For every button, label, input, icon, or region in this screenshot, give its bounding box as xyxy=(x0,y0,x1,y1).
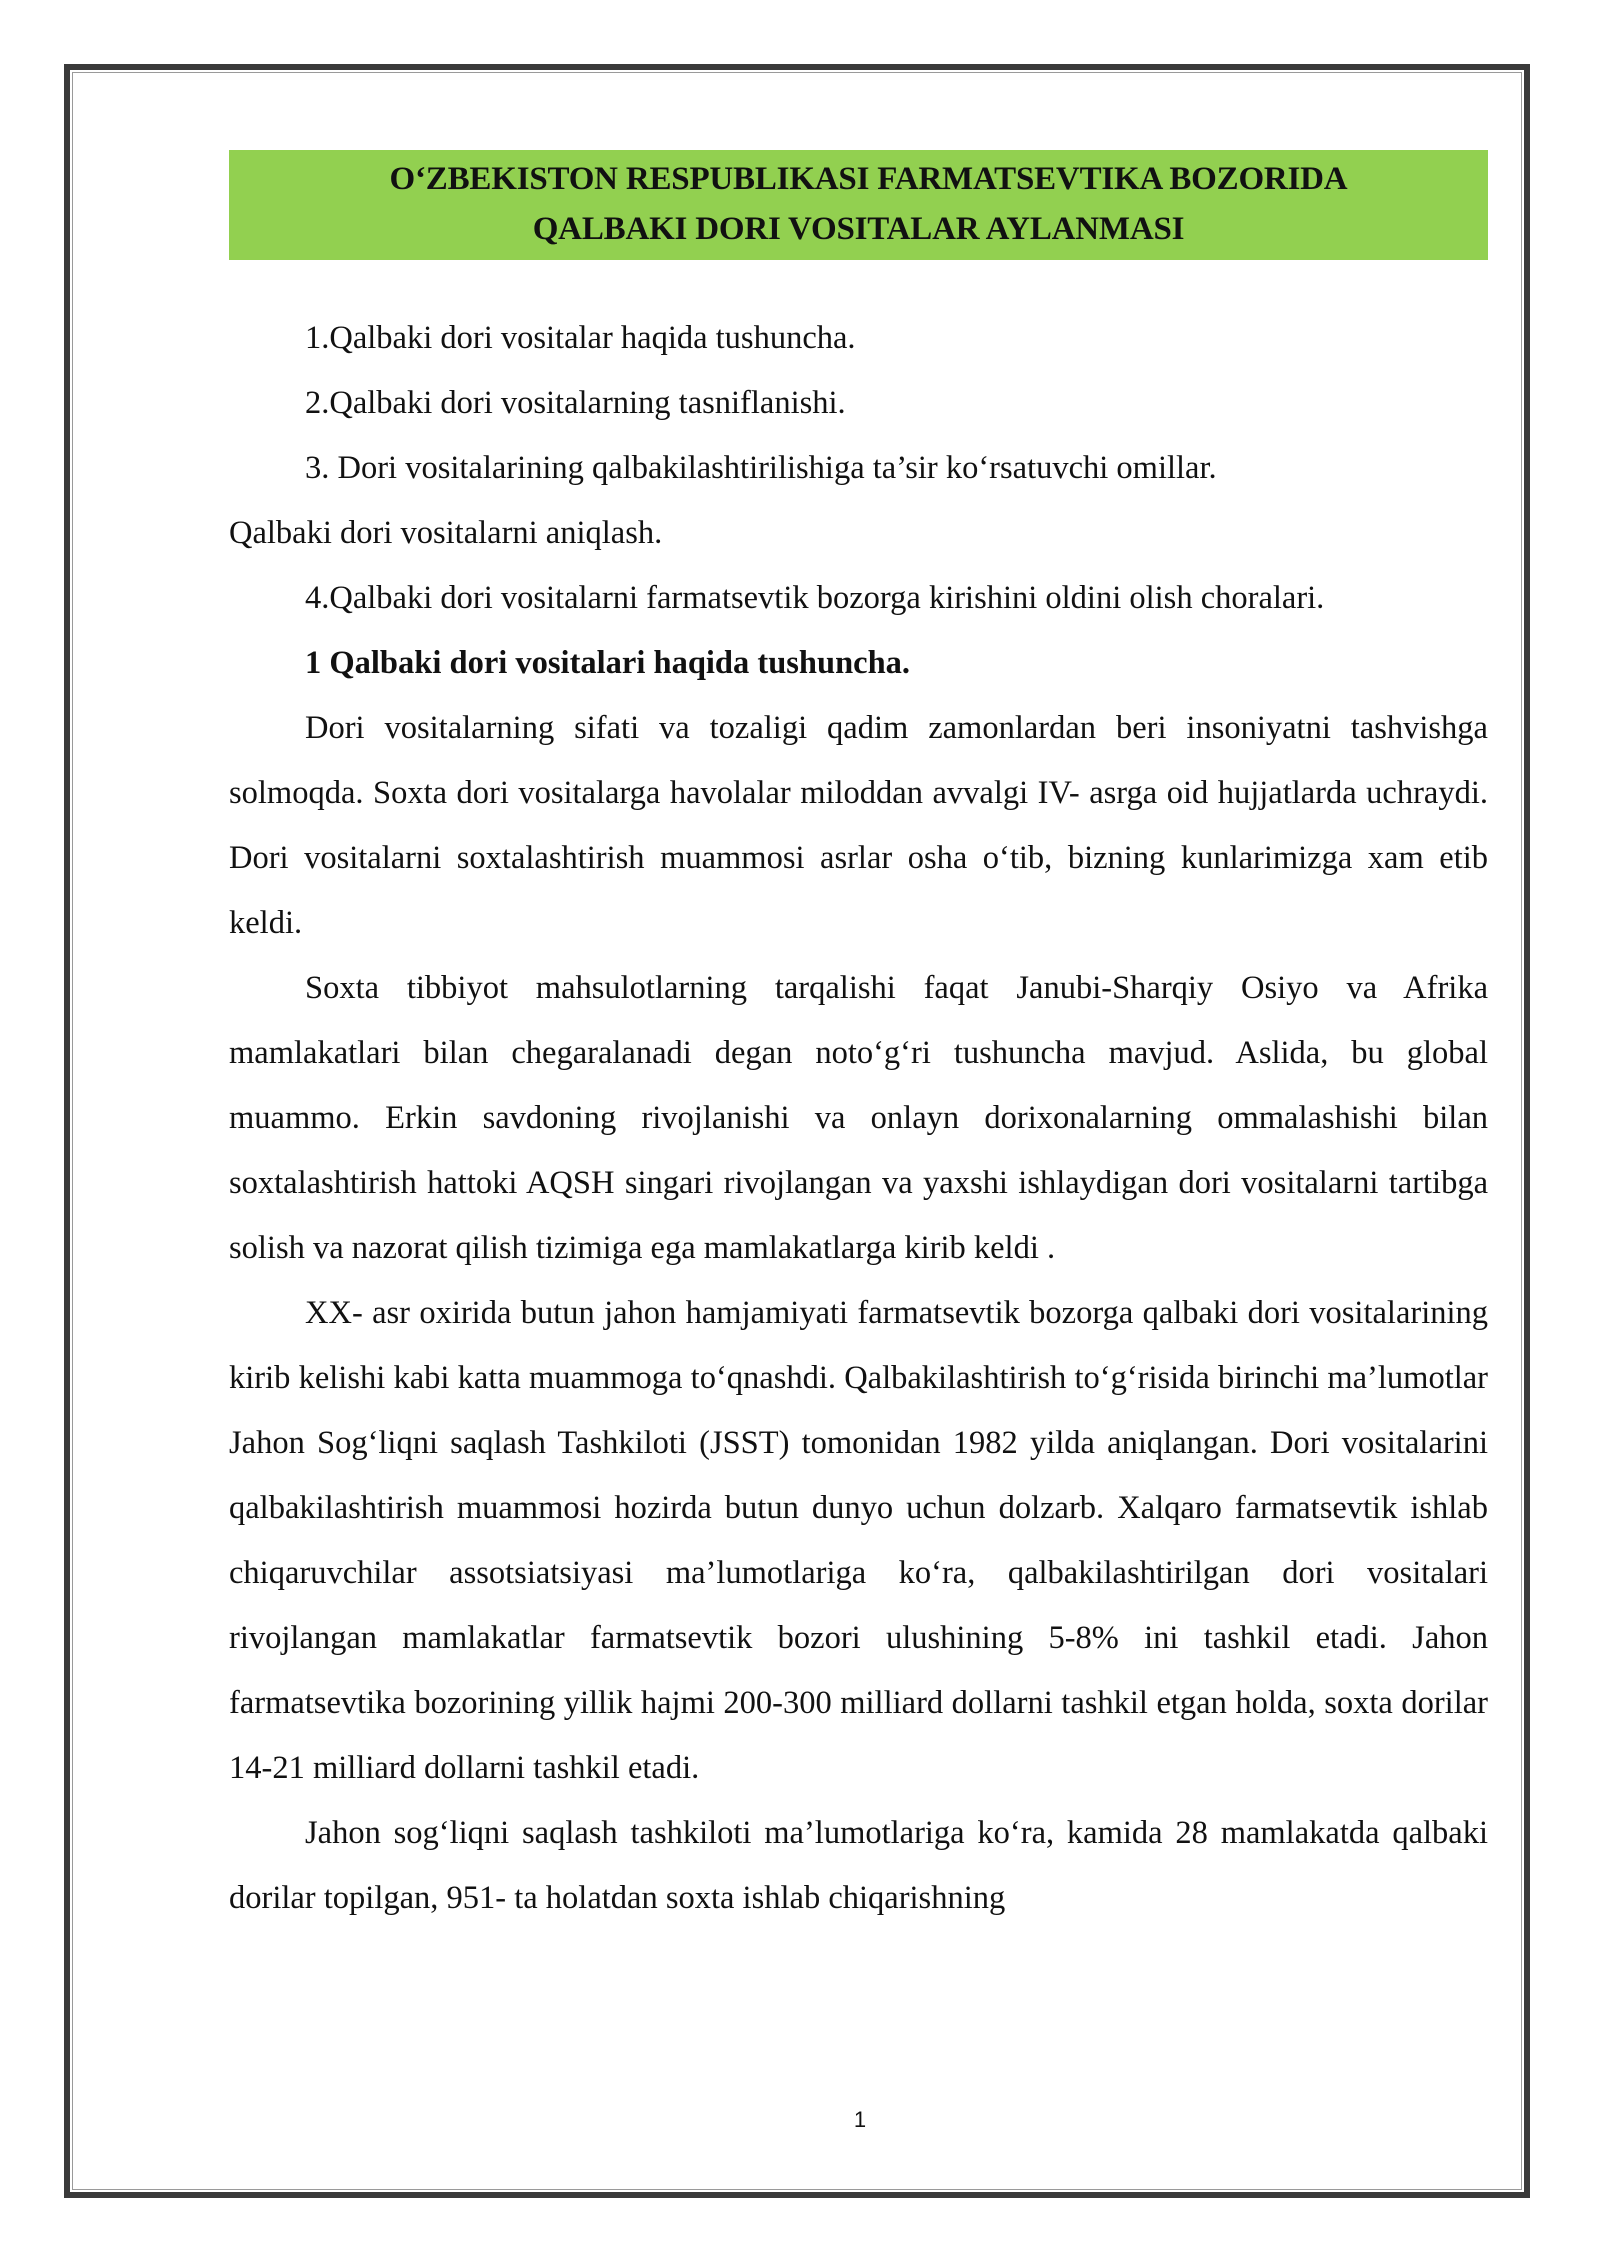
paragraph-2: Soxta tibbiyot mahsulotlarning tarqalishi faqat Janubi-Sharqiy Osiyo va Afrika mamlakatlari bilan chegaralanadi degan noto‘g‘ri tushuncha mavjud. Aslida, bu global muammo. Erkin savdoning rivojlanishi va onlayn dorixonalarning ommalashishi bilan soxtalashtirish hattoki AQSH singari rivojlangan va yaxshi ishlaydigan dori vositalarni tartibga solish va nazorat qilish tizimiga ega mamlakatlarga kirib keldi . xyxy=(229,970,1488,1266)
plan-item-2: 2.Qalbaki dori vositalarning tasniflanishi. xyxy=(305,385,846,421)
document-body xyxy=(229,306,1488,1931)
document-content xyxy=(229,150,1488,1931)
title-banner xyxy=(229,150,1488,260)
paragraph-4: Jahon sog‘liqni saqlash tashkiloti ma’lumotlariga ko‘ra, kamida 28 mamlakatda qalbaki dorilar topilgan, 951- ta holatdan soxta ishlab chiqarishning xyxy=(229,1815,1488,1916)
document-title-line-1: O‘ZBEKISTON RESPUBLIKASI FARMATSEVTIKA BOZORIDA xyxy=(389,161,1348,197)
paragraph-1: Dori vositalarning sifati va tozaligi qadim zamonlardan beri insoniyatni tashvishga solmoqda. Soxta dori vositalarga havolalar miloddan avvalgi IV- asrga oid hujjatlarda uchraydi. Dori vositalarni soxtalashtirish muammosi asrlar osha o‘tib, bizning kunlarimizga xam etib keldi. xyxy=(229,710,1488,941)
page-number: 1 xyxy=(853,2107,867,2132)
document-title-line-2: QALBAKI DORI VOSITALAR AYLANMASI xyxy=(532,211,1185,247)
plan-item-1: 1.Qalbaki dori vositalar haqida tushuncha. xyxy=(305,320,856,356)
section-heading: 1 Qalbaki dori vositalari haqida tushuncha. xyxy=(305,645,911,681)
plan-item-3-continuation: Qalbaki dori vositalarni aniqlash. xyxy=(229,515,663,551)
plan-item-4: 4.Qalbaki dori vositalarni farmatsevtik bozorga kirishini oldini olish choralari. xyxy=(305,580,1325,616)
paragraph-3: XX- asr oxirida butun jahon hamjamiyati farmatsevtik bozorga qalbaki dori vositalarining kirib kelishi kabi katta muammoga to‘qnashdi. Qalbakilashtirish to‘g‘risida birinchi ma’lumotlar Jahon Sog‘liqni saqlash Tashkiloti (JSST) tomonidan 1982 yilda aniqlangan. Dori vositalarini qalbakilashtirish muammosi hozirda butun dunyo uchun dolzarb. Xalqaro farmatsevtik ishlab chiqaruvchilar assotsiatsiyasi ma’lumotlariga ko‘ra, qalbakilashtirilgan dori vositalari rivojlangan mamlakatlar farmatsevtik bozori ulushining 5-8% ini tashkil etadi. Jahon farmatsevtika bozorining yillik hajmi 200-300 milliard dollarni tashkil etgan holda, soxta dorilar 14-21 milliard dollarni tashkil etadi. xyxy=(229,1295,1488,1786)
plan-item-3: 3. Dori vositalarining qalbakilashtirilishiga ta’sir ko‘rsatuvchi omillar. xyxy=(305,450,1217,486)
